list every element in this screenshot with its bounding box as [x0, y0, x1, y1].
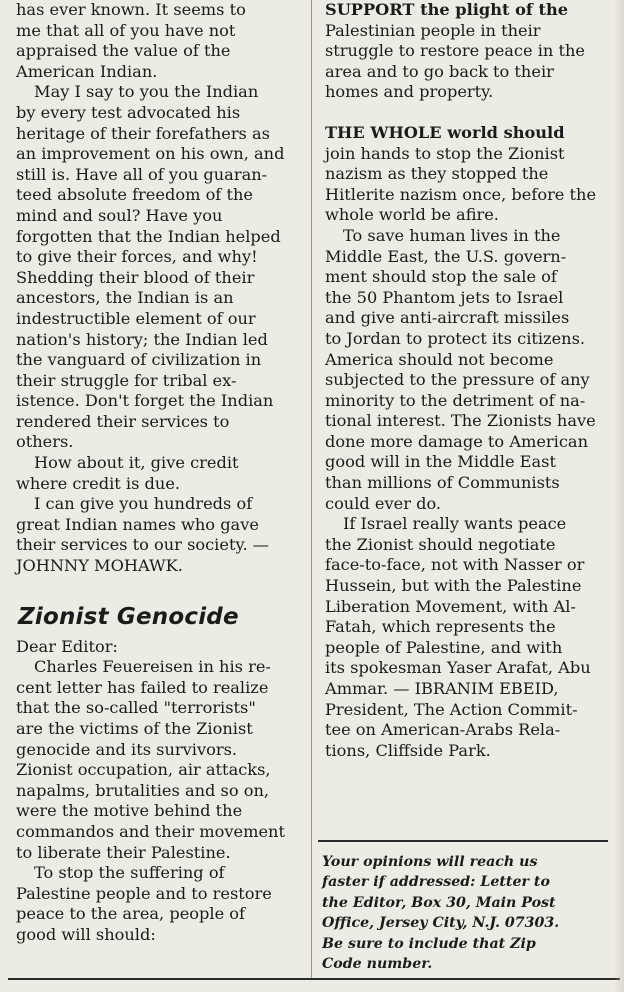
letter-salutation: Dear Editor:	[16, 636, 118, 656]
letter-signature-paragraph: I can give you hundreds of great Indian names who gave their services to our society. — JOHNNY MOHAWK.	[16, 494, 269, 576]
point-lead-text: SUPPORT the plight of the	[325, 0, 569, 19]
letter-paragraph: How about it, give credit where credit is due.	[16, 453, 239, 493]
left-column	[16, 0, 300, 946]
letter-paragraph: May I say to you the Indian by every test advocated his heritage of their forefathers as an improvement on his own, and still is. Have all of you guaran- teed absolute freedom of the mind and soul? Have you forgotten that the Indian helped to give their forces, and why! Shedding their blood of their ancestors, the Indian is an indestructible element of our nation's history; the Indian led the vanguard of civilization in their struggle for tribal ex- istence. Don't forget the Indian rendered their services to others.	[16, 82, 285, 452]
editor-notice: Your opinions will reach us faster if addressed: Letter to the Editor, Box 30, Main Post Office, Jersey City, N.J. 07303. Be sure to include that Zip Code number.	[322, 854, 560, 973]
letter-paragraph: Charles Feuereisen in his re- cent letter has failed to realize that the so-called "terrorists" are the victims of the Zionist genocide and its survivors. Zionist occupation, air attacks, napalms, brutalities and so on, were the motive behind the commandos and their movement to liberate their Palestine.	[16, 657, 285, 862]
continued-paragraph: has ever known. It seems to me that all of you have not appraised the value of the American Indian.	[16, 0, 246, 81]
point-lead-text: THE WHOLE world should	[325, 122, 565, 142]
letter-signature-paragraph: If Israel really wants peace the Zionist should negotiate face-to-face, not with Nasser or Hussein, but with the Palestine Liberation Movement, with Al- Fatah, which represents the people of Palestine, and with its spokesman Yaser Arafat, Abu Ammar. — IBRANIM EBEID, President, The Action Commit- tee on American-Arabs Rela- tions, Cliffside Park.	[325, 514, 591, 760]
letter-paragraph: To save human lives in the Middle East, the U.S. govern- ment should stop the sale of the 50 Phantom jets to Israel and give anti-aircraft missiles to Jordan to protect its citizens. America should not become subjected to the pressure of any minority to the detriment of na- tional interest. The Zionists have done more damage to American good will in the Middle East than millions of Communists could ever do.	[325, 225, 596, 513]
letter-point-2	[325, 123, 603, 226]
notice-top-rule	[318, 840, 608, 842]
letter-paragraph: To stop the suffering of Palestine people and to restore peace to the area, people of good will should:	[16, 863, 272, 944]
bottom-rule	[8, 978, 620, 980]
column-divider	[311, 0, 312, 980]
point-body-text: join hands to stop the Zionist nazism as they stopped the Hitlerite nazism once, before the whole world be afire.	[325, 143, 597, 225]
letter-headline: Zionist Genocide	[18, 603, 239, 630]
point-body-text: Palestinian people in their struggle to restore peace in the area and to go back to their homes and property.	[325, 20, 585, 102]
right-column	[325, 0, 603, 761]
letter-point-1	[325, 0, 603, 103]
page-edge-shade	[614, 0, 624, 992]
